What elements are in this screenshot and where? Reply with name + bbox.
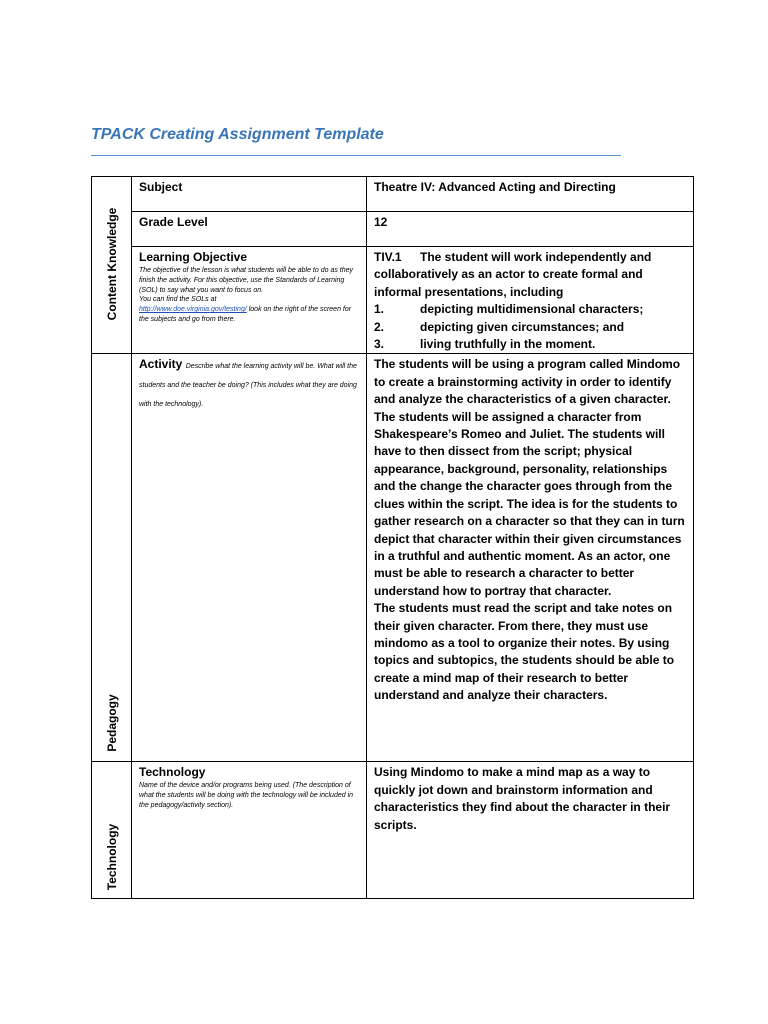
table-row — [92, 177, 694, 212]
table-row — [92, 354, 694, 762]
technology-label: Technology — [104, 824, 119, 891]
technology-value-cell — [367, 762, 694, 899]
grade-value-cell — [367, 212, 694, 247]
objective-hint-sol-text: You can find the SOLs at — [139, 296, 217, 304]
activity-label-cell — [132, 354, 367, 762]
technology-heading: Technology — [139, 765, 206, 780]
page-title: TPACK Creating Assignment Template — [91, 126, 384, 143]
activity-hint: Describe what the learning activity will be. What will the students and the teacher be doing? (This includes what they are doing with the technology). — [139, 363, 357, 409]
objective-intro-first: The student will work independently and — [420, 250, 652, 264]
list-item: 2. depicting given circumstances; and — [374, 319, 625, 334]
list-item: 3. living truthfully in the moment. — [374, 337, 596, 352]
objective-label-cell — [132, 247, 367, 354]
technology-value: Using Mindomo to make a mind map as a way to quickly jot down and brainstorm information and characteristics they find about the character in their scripts. — [374, 765, 671, 832]
subject-value-cell — [367, 177, 694, 212]
objective-label: Learning Objective — [139, 250, 248, 264]
title-underline — [91, 155, 621, 156]
technology-label-cell — [132, 762, 367, 899]
assignment-table — [91, 176, 694, 899]
objective-code: TIV.1 — [374, 250, 402, 264]
activity-paragraph-2: The students must read the script and take notes on their given character. From there, they must use mindomo as a tool to organize their notes. By using topics and subtopics, the students should be able to create a mind map of their research to better understand and analyze their characters. — [374, 601, 675, 703]
objective-hint — [139, 266, 360, 325]
activity-value-cell — [367, 354, 694, 762]
objective-intro-rest: collaboratively as an actor to create formal and informal presentations, including — [374, 267, 643, 299]
pedagogy-label: Pedagogy — [104, 694, 119, 753]
technology-hint: Name of the device and/or programs being used. (The description of what the students will be doing with the technology will be included in the pedagogy/activity section). — [139, 782, 354, 810]
technology-section — [92, 762, 132, 899]
objective-value — [374, 249, 688, 353]
activity-heading — [139, 356, 360, 413]
list-item: 1. depicting multidimensional characters; — [374, 302, 644, 317]
subject-value: Theatre IV: Advanced Acting and Directing — [374, 180, 616, 194]
content-knowledge-section — [92, 177, 132, 354]
subject-label: Subject — [139, 180, 183, 194]
objective-value-cell — [367, 247, 694, 354]
pedagogy-section — [92, 354, 132, 762]
objective-hint-text: The objective of the lesson is what students will be able to do as they finish the activity. For this objective, use the Standards of Learning (SOL) to say what you want to focus on. — [139, 267, 354, 294]
grade-label-cell — [132, 212, 367, 247]
table-row — [92, 247, 694, 354]
table-row — [92, 762, 694, 899]
sol-link[interactable]: http://www.doe.virginia.gov/testing/ — [139, 306, 247, 314]
subject-label-cell — [132, 177, 367, 212]
grade-value: 12 — [374, 215, 388, 229]
grade-label: Grade Level — [139, 215, 208, 229]
activity-paragraph-1: The students will be using a program called Mindomo to create a brainstorming activity in order to identify and analyze the characteristics of a given character. The students will be assigned a character from Shakespeare’s Romeo and Juliet. The students will have to then dissect from the script; physical appearance, background, personality, relationships and the change the character goes through from the clues within the script. The idea is for the students to gather research on a character so that they can in turn depict that character within their given circumstances in a truthful and authentic moment. As an actor, one must be able to research a character to better understand how to portray that character. — [374, 357, 685, 598]
activity-label: Activity — [139, 357, 183, 372]
content-knowledge-label: Content Knowledge — [104, 207, 119, 321]
objective-hint-tail: look on the right of the screen for the subjects and go from there. — [139, 306, 352, 323]
table-row — [92, 212, 694, 247]
